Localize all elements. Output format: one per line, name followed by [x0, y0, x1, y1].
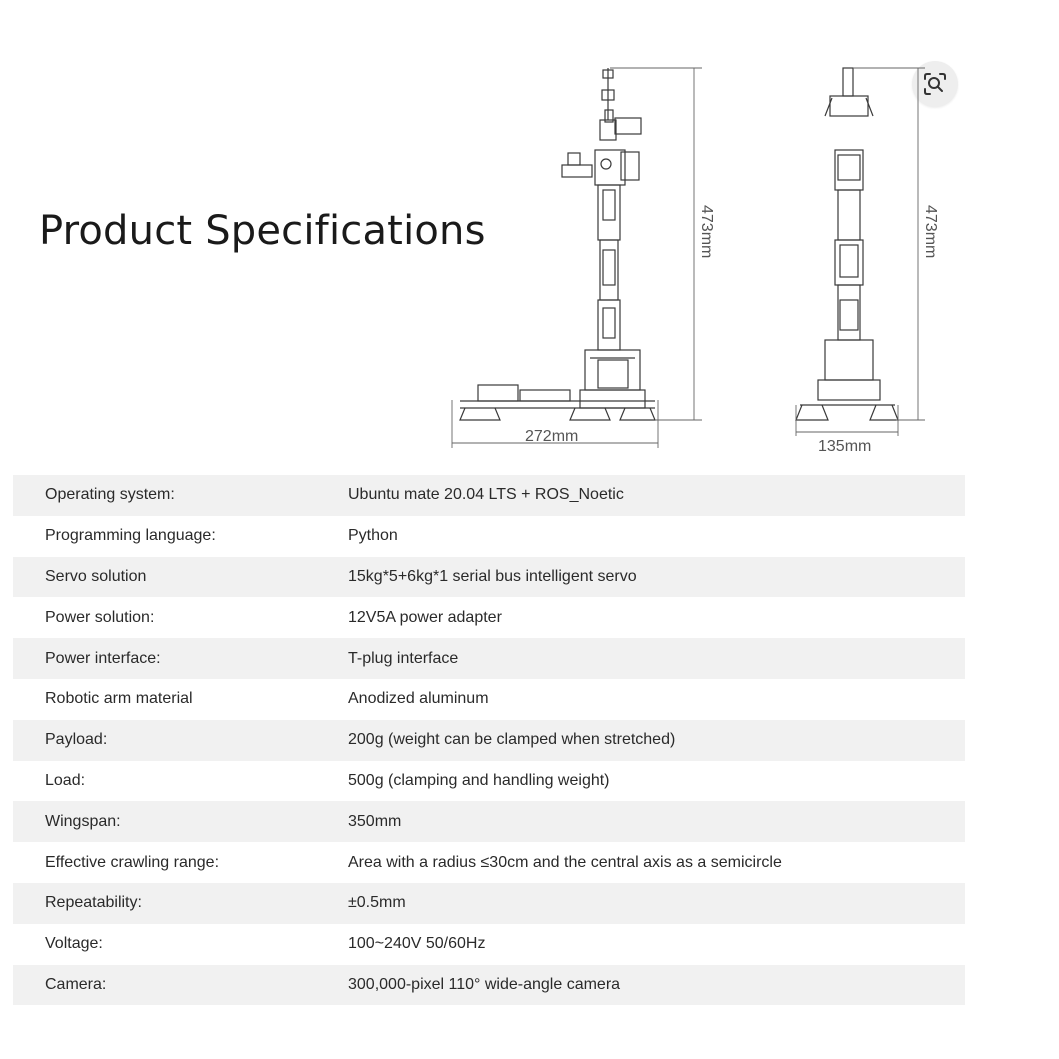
robot-arm-dimension-drawing — [440, 60, 965, 460]
front-width-label: 135mm — [818, 438, 872, 455]
spec-table — [13, 475, 965, 1005]
table-row — [13, 924, 965, 965]
spec-value: Python — [348, 516, 965, 557]
spec-value: 100~240V 50/60Hz — [348, 924, 965, 965]
spec-value: ±0.5mm — [348, 883, 965, 924]
spec-label: Voltage: — [13, 924, 348, 965]
table-row — [13, 516, 965, 557]
table-row — [13, 679, 965, 720]
spec-value: 350mm — [348, 801, 965, 842]
spec-label: Payload: — [13, 720, 348, 761]
table-row — [13, 638, 965, 679]
spec-label: Camera: — [13, 965, 348, 1006]
table-row — [13, 557, 965, 598]
spec-label: Power interface: — [13, 638, 348, 679]
spec-label: Load: — [13, 761, 348, 802]
table-row — [13, 842, 965, 883]
table-row — [13, 475, 965, 516]
table-row — [13, 883, 965, 924]
spec-label: Programming language: — [13, 516, 348, 557]
spec-value: 500g (clamping and handling weight) — [348, 761, 965, 802]
spec-value: Ubuntu mate 20.04 LTS + ROS_Noetic — [348, 475, 965, 516]
spec-label: Operating system: — [13, 475, 348, 516]
spec-value: 300,000-pixel 110° wide-angle camera — [348, 965, 965, 1006]
page-title: Product Specifications — [39, 208, 486, 254]
spec-label: Power solution: — [13, 597, 348, 638]
spec-value: Anodized aluminum — [348, 679, 965, 720]
side-width-label: 272mm — [525, 428, 579, 445]
spec-value: 200g (weight can be clamped when stretched) — [348, 720, 965, 761]
table-row — [13, 597, 965, 638]
spec-label: Effective crawling range: — [13, 842, 348, 883]
spec-value: 15kg*5+6kg*1 serial bus intelligent servo — [348, 557, 965, 598]
spec-label: Repeatability: — [13, 883, 348, 924]
side-height-label: 473mm — [698, 205, 715, 259]
table-row — [13, 761, 965, 802]
table-row — [13, 720, 965, 761]
spec-value: 12V5A power adapter — [348, 597, 965, 638]
spec-label: Servo solution — [13, 557, 348, 598]
spec-value: Area with a radius ≤30cm and the central axis as a semicircle — [348, 842, 965, 883]
spec-label: Wingspan: — [13, 801, 348, 842]
table-row — [13, 965, 965, 1006]
table-row — [13, 801, 965, 842]
side-view-diagram — [460, 68, 655, 420]
spec-value: T-plug interface — [348, 638, 965, 679]
spec-label: Robotic arm material — [13, 679, 348, 720]
front-view-diagram — [796, 68, 898, 420]
front-height-label: 473mm — [922, 205, 939, 259]
